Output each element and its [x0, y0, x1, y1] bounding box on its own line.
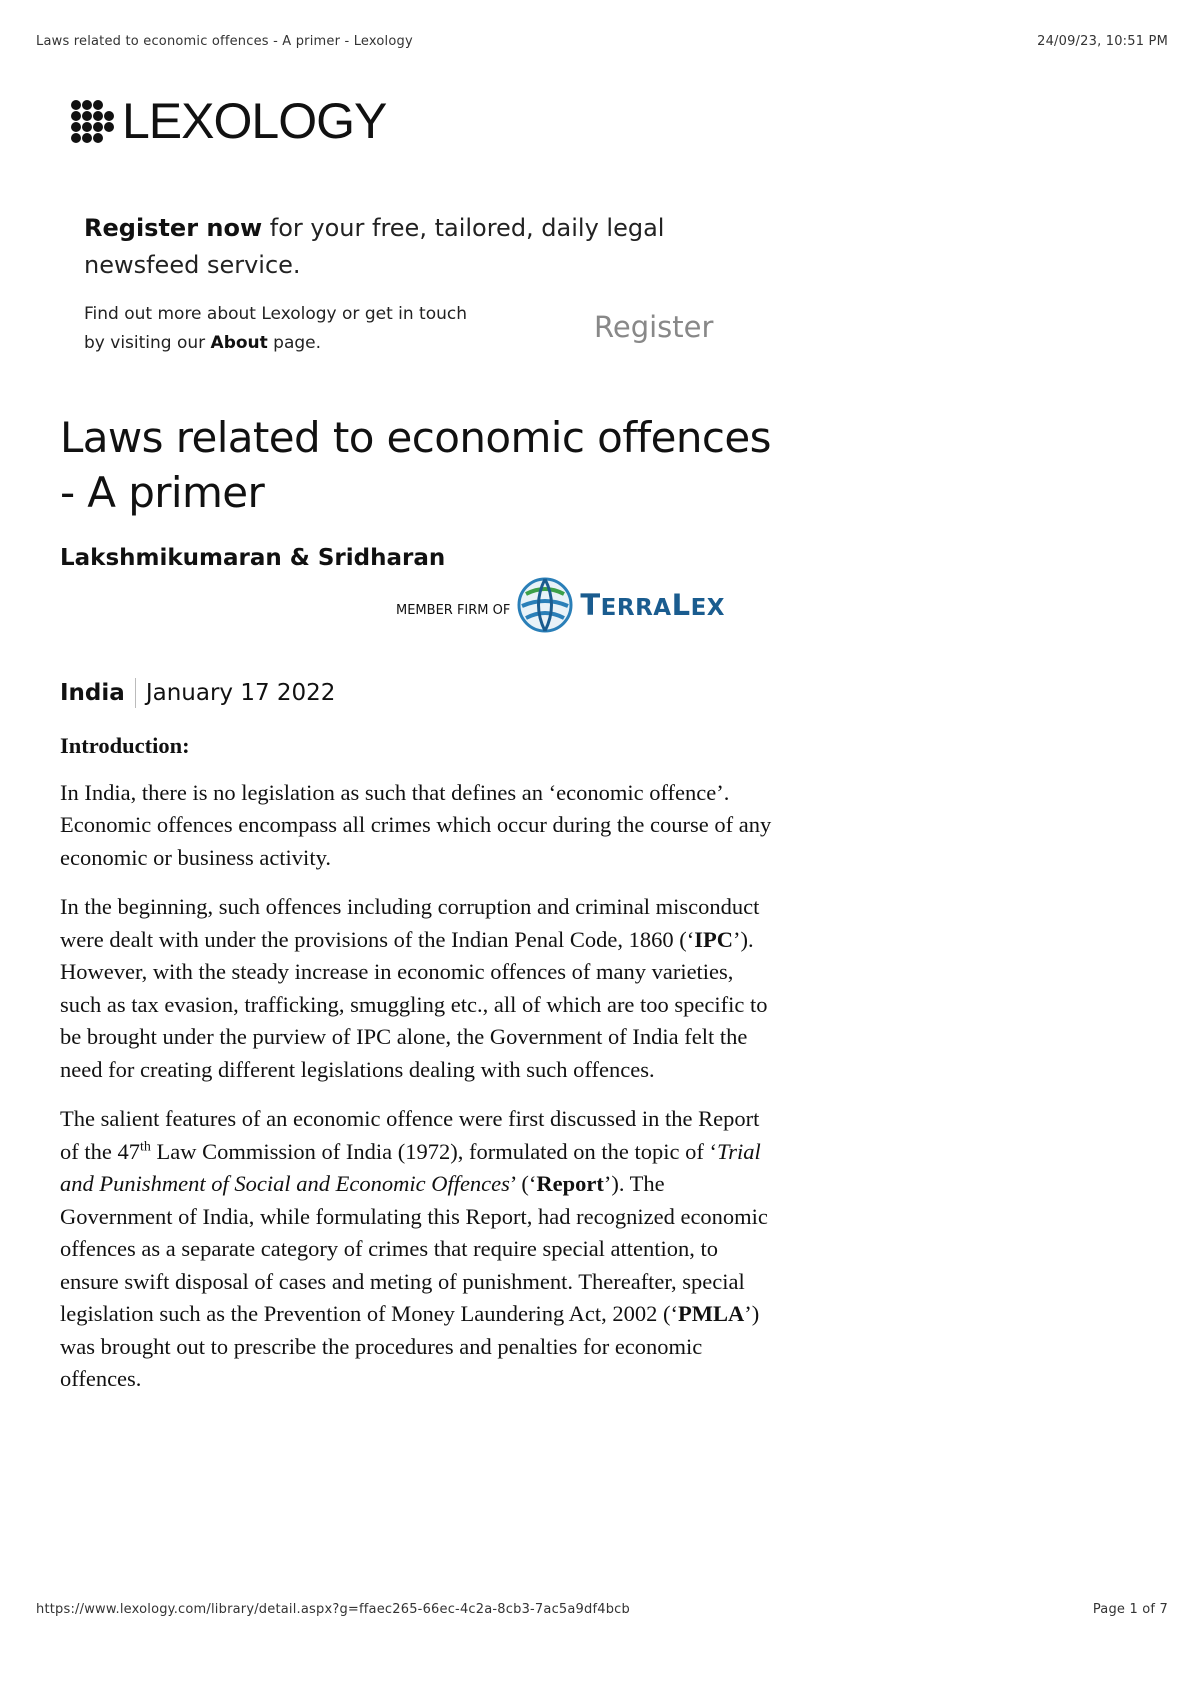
p3-text-e: ’) was brought out to prescribe the procedures and penalties for economic offences. [60, 1301, 760, 1391]
print-page-title: Laws related to economic offences - A primer - Lexology [36, 34, 413, 49]
find-before: Find out more about Lexology or get in touch by visiting our [84, 304, 467, 353]
paragraph-3 [60, 1103, 780, 1396]
terralex-member-badge[interactable] [396, 576, 725, 634]
p3-report: Report [536, 1171, 604, 1196]
p3-text-a: The salient features of an economic offence were first discussed in the Report of the 47 [60, 1106, 760, 1164]
register-promo [84, 210, 724, 358]
logo-text: LEXOLOGY [122, 93, 387, 149]
print-header [36, 34, 1168, 49]
globe-icon [516, 576, 574, 634]
register-button[interactable]: Register [594, 310, 714, 344]
p3-italic: Trial and Punishment of Social and Economic Offences [60, 1138, 761, 1196]
member-label: MEMBER FIRM OF [396, 602, 511, 618]
register-lead [84, 210, 704, 284]
paragraph-1: In India, there is no legislation as such that defines an ‘economic offence’. Economic offences encompass all crimes which occur during the course of any economic or business activity. [60, 779, 772, 870]
article-body [60, 730, 780, 1413]
about-link[interactable]: About [210, 333, 268, 353]
register-now-link[interactable]: Register now [84, 214, 263, 242]
print-datetime: 24/09/23, 10:51 PM [1037, 34, 1168, 49]
p2-text-c: ’). However, with the steady increase in economic offences of many varieties, such as tax evasion, trafficking, smuggling etc., all of which are too specific to be brought under the purview of IPC alone, the Government of India felt the need for creating different legislations dealing with such offences. [60, 926, 768, 1082]
article-country[interactable]: India [60, 680, 125, 706]
p3-text-d: ’). The Government of India, while formulating this Report, had recognized economic offences as a separate category of crimes that require special attention, to ensure swift disposal of cases and meting of punishment. Thereafter, special legislation such as the Prevention of Money Laundering Act, 2002 (‘ [60, 1171, 768, 1326]
terralex-logo-text: TERRALEX [580, 588, 726, 622]
lexology-logo[interactable] [70, 93, 387, 149]
article-meta [60, 678, 335, 708]
register-lead-rest: for your free, tailored, daily legal newsfeed service. [84, 214, 665, 279]
p2-ipc: IPC [694, 926, 733, 952]
p3-pmla: PMLA [678, 1301, 745, 1326]
article-title: Laws related to economic offences - A primer [60, 413, 771, 517]
p3-sup: th [139, 1139, 151, 1154]
find-after: page. [267, 333, 322, 353]
print-page-number: Page 1 of 7 [1092, 1602, 1168, 1617]
print-url[interactable]: https://www.lexology.com/library/detail.aspx?g=ffaec265-66ec-4c2a-8cb3-7ac5a9df4bcb [36, 1602, 630, 1617]
p3-text-b: Law Commission of India (1972), formulated on the topic of ‘ [150, 1138, 718, 1164]
intro-heading: Introduction: [60, 733, 190, 758]
article-author[interactable]: Lakshmikumaran & Sridharan [60, 545, 446, 571]
article-date: January 17 2022 [145, 680, 336, 706]
paragraph-2 [60, 891, 780, 1086]
p2-text-a: In the beginning, such offences including corruption and criminal misconduct were dealt with under the provisions of the Indian Penal Code, 1860 (‘ [60, 894, 760, 952]
register-find-text [84, 300, 484, 358]
lexology-dots-icon [70, 99, 114, 143]
meta-divider [135, 678, 136, 708]
print-footer [36, 1602, 1168, 1617]
p3-text-c: ’ (‘ [509, 1171, 537, 1196]
